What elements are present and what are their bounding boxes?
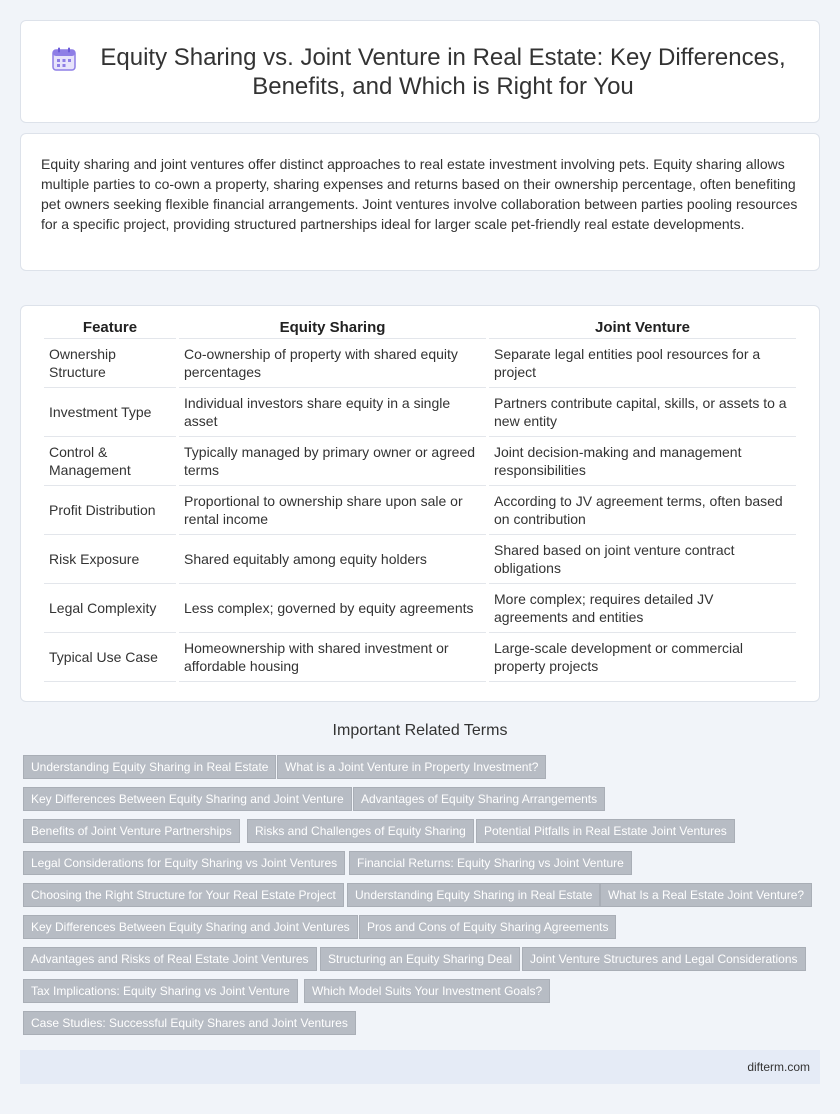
equity-sharing-cell: Typically managed by primary owner or agreed terms bbox=[179, 437, 486, 486]
table-row bbox=[44, 437, 796, 486]
header-equity-sharing: Equity Sharing bbox=[179, 316, 486, 339]
joint-venture-cell: According to JV agreement terms, often based on contribution bbox=[489, 486, 796, 535]
related-term-link[interactable]: Pros and Cons of Equity Sharing Agreements bbox=[359, 915, 616, 939]
feature-cell: Legal Complexity bbox=[44, 584, 176, 633]
joint-venture-cell: Partners contribute capital, skills, or assets to a new entity bbox=[489, 388, 796, 437]
equity-sharing-cell: Shared equitably among equity holders bbox=[179, 535, 486, 584]
table-row bbox=[44, 388, 796, 437]
table-row bbox=[44, 584, 796, 633]
footer bbox=[20, 1050, 820, 1084]
joint-venture-cell: Joint decision-making and management responsibilities bbox=[489, 437, 796, 486]
related-term-link[interactable]: What is a Joint Venture in Property Investment? bbox=[277, 755, 546, 779]
footer-site-name: difterm.com bbox=[747, 1060, 810, 1074]
related-term-link[interactable]: Choosing the Right Structure for Your Real Estate Project bbox=[23, 883, 344, 907]
related-term-link[interactable]: Understanding Equity Sharing in Real Estate bbox=[347, 883, 600, 907]
feature-cell: Typical Use Case bbox=[44, 633, 176, 682]
related-term-link[interactable]: Advantages of Equity Sharing Arrangements bbox=[353, 787, 605, 811]
related-term-link[interactable]: Key Differences Between Equity Sharing and Joint Venture bbox=[23, 787, 352, 811]
feature-cell: Profit Distribution bbox=[44, 486, 176, 535]
title-card bbox=[20, 20, 820, 123]
calendar-icon bbox=[51, 46, 77, 72]
table-header-row bbox=[44, 316, 796, 339]
table-row bbox=[44, 486, 796, 535]
feature-cell: Ownership Structure bbox=[44, 339, 176, 388]
table-row bbox=[44, 633, 796, 682]
related-term-link[interactable]: Which Model Suits Your Investment Goals? bbox=[304, 979, 550, 1003]
table-row bbox=[44, 339, 796, 388]
related-term-link[interactable]: Financial Returns: Equity Sharing vs Joint Venture bbox=[349, 851, 632, 875]
feature-cell: Investment Type bbox=[44, 388, 176, 437]
related-term-link[interactable]: Advantages and Risks of Real Estate Joint Ventures bbox=[23, 947, 317, 971]
equity-sharing-cell: Individual investors share equity in a single asset bbox=[179, 388, 486, 437]
equity-sharing-cell: Proportional to ownership share upon sale or rental income bbox=[179, 486, 486, 535]
joint-venture-cell: Large-scale development or commercial property projects bbox=[489, 633, 796, 682]
related-term-link[interactable]: Key Differences Between Equity Sharing and Joint Ventures bbox=[23, 915, 358, 939]
comparison-table-card bbox=[20, 305, 820, 702]
related-term-link[interactable]: Benefits of Joint Venture Partnerships bbox=[23, 819, 240, 843]
joint-venture-cell: Shared based on joint venture contract obligations bbox=[489, 535, 796, 584]
joint-venture-cell: More complex; requires detailed JV agreements and entities bbox=[489, 584, 796, 633]
feature-cell: Control & Management bbox=[44, 437, 176, 486]
related-term-link[interactable]: Understanding Equity Sharing in Real Estate bbox=[23, 755, 276, 779]
related-term-link[interactable]: Case Studies: Successful Equity Shares and Joint Ventures bbox=[23, 1011, 356, 1035]
intro-card bbox=[20, 133, 820, 271]
feature-cell: Risk Exposure bbox=[44, 535, 176, 584]
related-term-link[interactable]: Joint Venture Structures and Legal Considerations bbox=[522, 947, 806, 971]
related-term-link[interactable]: Structuring an Equity Sharing Deal bbox=[320, 947, 520, 971]
header-feature: Feature bbox=[44, 316, 176, 339]
joint-venture-cell: Separate legal entities pool resources for a project bbox=[489, 339, 796, 388]
intro-paragraph: Equity sharing and joint ventures offer distinct approaches to real estate investment involving pets. Equity sharing allows multiple parties to co-own a property, sharing expenses and returns based on their ownership percentage, often benefiting pet owners seeking flexible financial arrangements. Joint ventures involve collaboration between parties pooling resources for a specific project, providing structured partnerships ideal for larger scale pet-friendly real estate developments. bbox=[41, 156, 798, 232]
page-title: Equity Sharing vs. Joint Venture in Real Estate: Key Differences, Benefits, and Which is Right for You bbox=[100, 43, 786, 100]
related-term-link[interactable]: Risks and Challenges of Equity Sharing bbox=[247, 819, 474, 843]
comparison-table bbox=[41, 316, 799, 682]
equity-sharing-cell: Homeownership with shared investment or affordable housing bbox=[179, 633, 486, 682]
related-term-link[interactable]: What Is a Real Estate Joint Venture? bbox=[600, 883, 812, 907]
equity-sharing-cell: Co-ownership of property with shared equity percentages bbox=[179, 339, 486, 388]
related-term-link[interactable]: Legal Considerations for Equity Sharing vs Joint Ventures bbox=[23, 851, 345, 875]
related-term-link[interactable]: Tax Implications: Equity Sharing vs Joint Venture bbox=[23, 979, 298, 1003]
related-term-link[interactable]: Potential Pitfalls in Real Estate Joint Ventures bbox=[476, 819, 735, 843]
table-row bbox=[44, 535, 796, 584]
equity-sharing-cell: Less complex; governed by equity agreements bbox=[179, 584, 486, 633]
header-joint-venture: Joint Venture bbox=[489, 316, 796, 339]
related-terms-heading: Important Related Terms bbox=[332, 722, 508, 739]
